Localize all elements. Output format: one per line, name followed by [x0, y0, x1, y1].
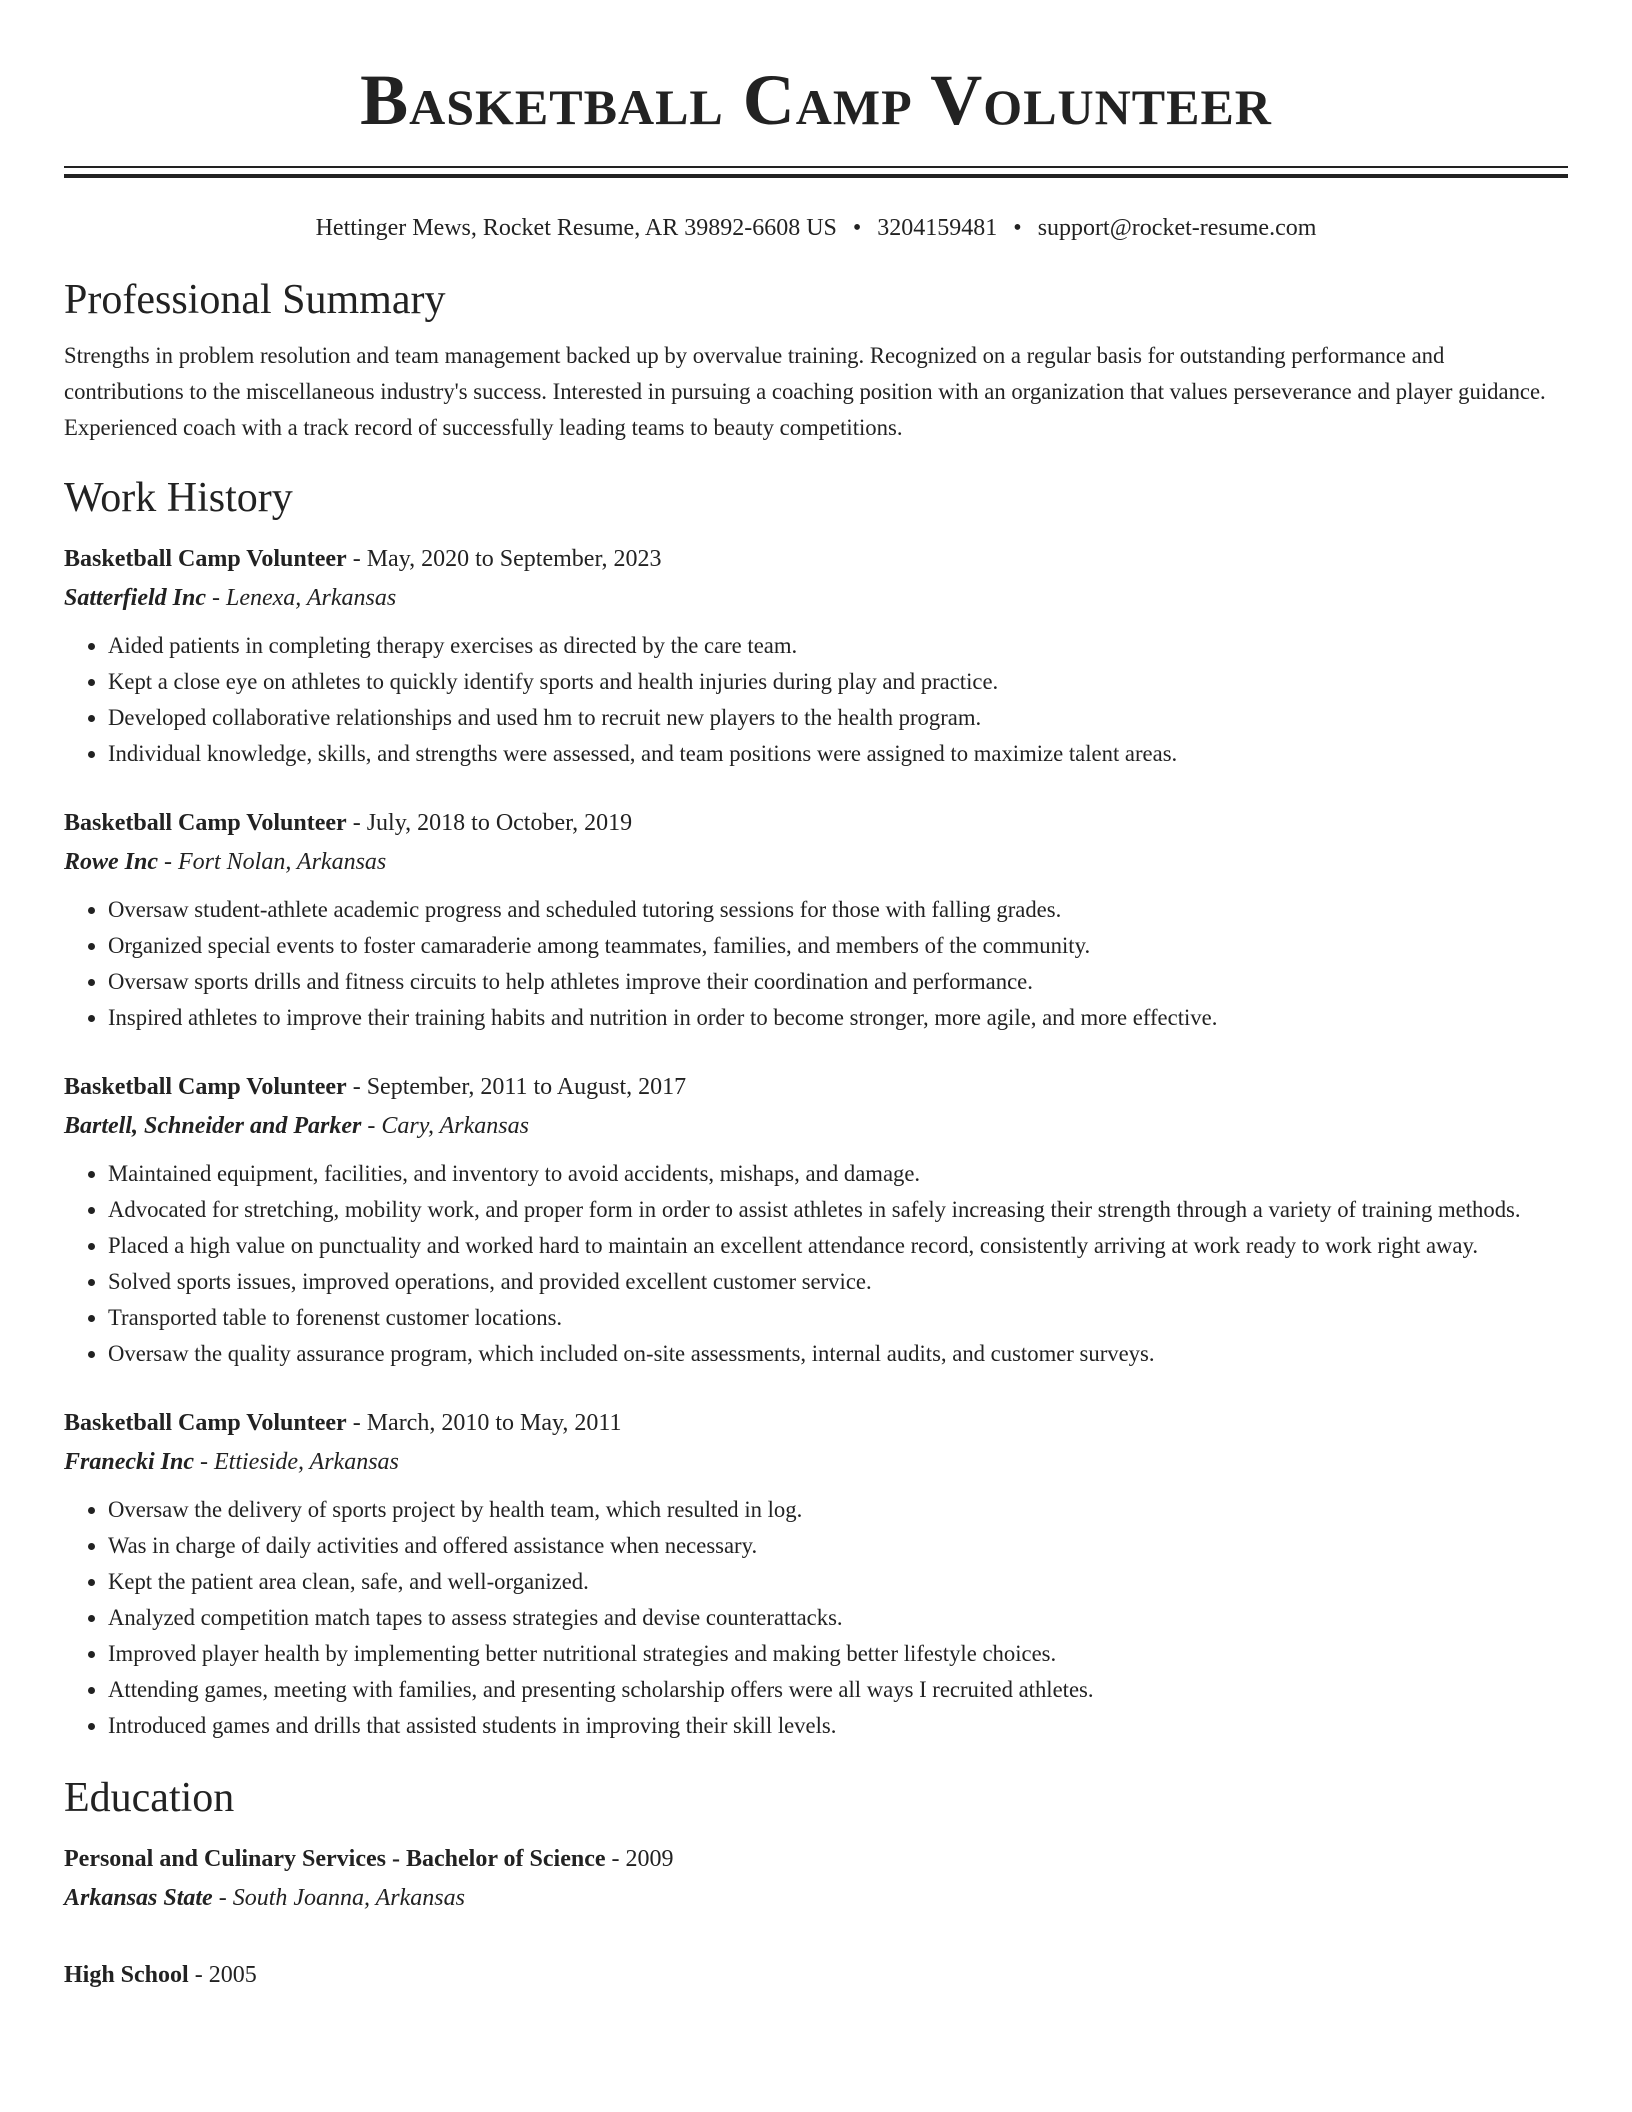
education-heading: Education	[64, 1775, 235, 1821]
degree-name: High School	[64, 1962, 189, 1988]
job-title-line	[64, 540, 1568, 579]
job-bullet: • Was in charge of daily activities and offered assistance when necessary.	[108, 1528, 1568, 1564]
job-bullet: • Oversaw sports drills and fitness circuits to help athletes improve their coordination and performance.	[108, 964, 1568, 1000]
contact-address: Hettinger Mews, Rocket Resume, AR 39892-6608 US	[315, 215, 837, 241]
job-bullet: • Oversaw the delivery of sports project by health team, which resulted in log.	[108, 1492, 1568, 1528]
title-divider	[64, 166, 1568, 178]
company-name: Satterfield Inc	[64, 585, 206, 611]
job-bullets	[64, 1492, 1568, 1744]
resume-title: Basketball Camp Volunteer	[360, 60, 1272, 140]
school-line	[64, 1879, 1568, 1918]
summary-heading: Professional Summary	[64, 277, 446, 323]
job-bullets	[64, 1156, 1568, 1372]
contact-phone: 3204159481	[877, 215, 998, 241]
job-bullet: • Analyzed competition match tapes to assess strategies and devise counterattacks.	[108, 1600, 1568, 1636]
company-line	[64, 579, 1568, 618]
degree-line	[64, 1840, 1568, 1879]
degree-year: - 2009	[605, 1846, 674, 1872]
company-line	[64, 1107, 1568, 1146]
company-location: - Fort Nolan, Arkansas	[158, 849, 387, 875]
job-entry	[64, 1404, 1568, 1744]
job-dates: - July, 2018 to October, 2019	[346, 810, 633, 836]
contact-separator: •	[1013, 215, 1022, 241]
degree-name: Personal and Culinary Services - Bachelor of Science	[64, 1846, 606, 1872]
company-location: - Lenexa, Arkansas	[206, 585, 397, 611]
job-title-line	[64, 804, 1568, 843]
company-location: - Cary, Arkansas	[361, 1113, 529, 1139]
job-bullets	[64, 628, 1568, 772]
job-bullet: • Attending games, meeting with families, and presenting scholarship offers were all ways I recruited athletes.	[108, 1672, 1568, 1708]
company-name: Bartell, Schneider and Parker	[64, 1113, 362, 1139]
job-bullet: • Solved sports issues, improved operations, and provided excellent customer service.	[108, 1264, 1568, 1300]
job-bullet: • Developed collaborative relationships and used hm to recruit new players to the health program.	[108, 700, 1568, 736]
job-title: Basketball Camp Volunteer	[64, 1410, 347, 1436]
company-line	[64, 1443, 1568, 1482]
company-line	[64, 843, 1568, 882]
job-bullet: • Oversaw student-athlete academic progress and scheduled tutoring sessions for those with falling grades.	[108, 892, 1568, 928]
summary-text: Strengths in problem resolution and team management backed up by overvalue training. Recognized on a regular basis for outstanding performance and contributions to the miscellaneous industry's success. Interested in pursuing a coaching position with an organization that values perseverance and player guidance. Experienced coach with a track record of successfully leading teams to beauty competitions.	[64, 343, 1546, 440]
job-dates: - March, 2010 to May, 2011	[346, 1410, 622, 1436]
school-name: Arkansas State	[64, 1885, 213, 1911]
job-bullet: • Transported table to forenenst customer locations.	[108, 1300, 1568, 1336]
job-title: Basketball Camp Volunteer	[64, 1074, 347, 1100]
job-title: Basketball Camp Volunteer	[64, 546, 347, 572]
job-bullet: • Kept the patient area clean, safe, and well-organized.	[108, 1564, 1568, 1600]
company-name: Rowe Inc	[64, 849, 159, 875]
job-bullet: • Aided patients in completing therapy exercises as directed by the care team.	[108, 628, 1568, 664]
job-bullet: • Improved player health by implementing better nutritional strategies and making better lifestyle choices.	[108, 1636, 1568, 1672]
job-bullets	[64, 892, 1568, 1036]
contact-line	[64, 212, 1568, 244]
job-bullet: • Inspired athletes to improve their training habits and nutrition in order to become stronger, more agile, and more effective.	[108, 1000, 1568, 1036]
job-entry	[64, 804, 1568, 1036]
company-location: - Ettieside, Arkansas	[194, 1449, 399, 1475]
job-bullet: • Placed a high value on punctuality and worked hard to maintain an excellent attendance record, consistently arriving at work ready to work right away.	[108, 1228, 1568, 1264]
education-entry	[64, 1956, 1568, 1995]
company-name: Franecki Inc	[64, 1449, 195, 1475]
job-bullet: • Maintained equipment, facilities, and inventory to avoid accidents, mishaps, and damage.	[108, 1156, 1568, 1192]
job-bullet: • Organized special events to foster camaraderie among teammates, families, and members of the community.	[108, 928, 1568, 964]
job-bullet: • Individual knowledge, skills, and strengths were assessed, and team positions were assigned to maximize talent areas.	[108, 736, 1568, 772]
school-location: - South Joanna, Arkansas	[212, 1885, 465, 1911]
contact-separator: •	[852, 215, 862, 241]
work-history-heading: Work History	[64, 475, 293, 521]
job-bullet: • Advocated for stretching, mobility work, and proper form in order to assist athletes in safely increasing their strength through a variety of training methods.	[108, 1192, 1568, 1228]
job-title-line	[64, 1404, 1568, 1443]
job-bullet: • Kept a close eye on athletes to quickly identify sports and health injuries during play and practice.	[108, 664, 1568, 700]
job-bullet: • Oversaw the quality assurance program, which included on-site assessments, internal audits, and customer surveys.	[108, 1336, 1568, 1372]
education-entry	[64, 1840, 1568, 1918]
job-title: Basketball Camp Volunteer	[64, 810, 347, 836]
job-title-line	[64, 1068, 1568, 1107]
job-entry	[64, 540, 1568, 772]
contact-email: support@rocket-resume.com	[1037, 215, 1317, 241]
job-bullet: • Introduced games and drills that assisted students in improving their skill levels.	[108, 1708, 1568, 1744]
degree-line	[64, 1956, 1568, 1995]
job-dates: - September, 2011 to August, 2017	[346, 1074, 687, 1100]
job-entry	[64, 1068, 1568, 1372]
job-dates: - May, 2020 to September, 2023	[346, 546, 662, 572]
degree-year: - 2005	[188, 1962, 257, 1988]
